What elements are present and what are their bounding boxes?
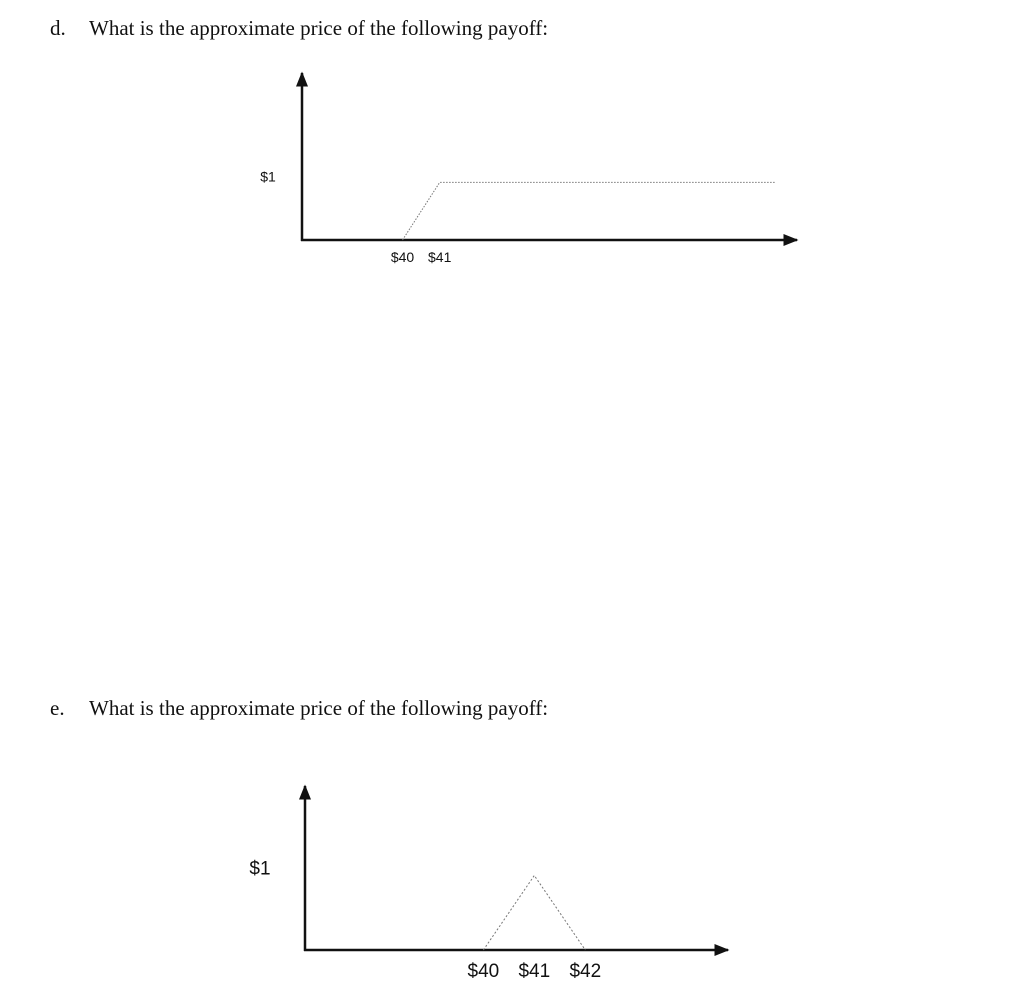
payoff-line — [483, 876, 585, 951]
x-tick-label: $41 — [428, 249, 452, 265]
y-tick-label: $1 — [260, 168, 276, 185]
question-text: What is the approximate price of the following payoff: — [89, 696, 549, 720]
y-tick-label: $1 — [249, 858, 271, 880]
x-tick-label: $41 — [518, 961, 551, 982]
question-letter: d. — [50, 16, 66, 40]
question-letter: e. — [50, 696, 65, 720]
question-text: What is the approximate price of the following payoff: — [89, 16, 549, 40]
x-tick-label: $40 — [390, 249, 415, 265]
x-tick-label: $40 — [467, 961, 500, 982]
x-tick-label: $42 — [569, 961, 602, 982]
